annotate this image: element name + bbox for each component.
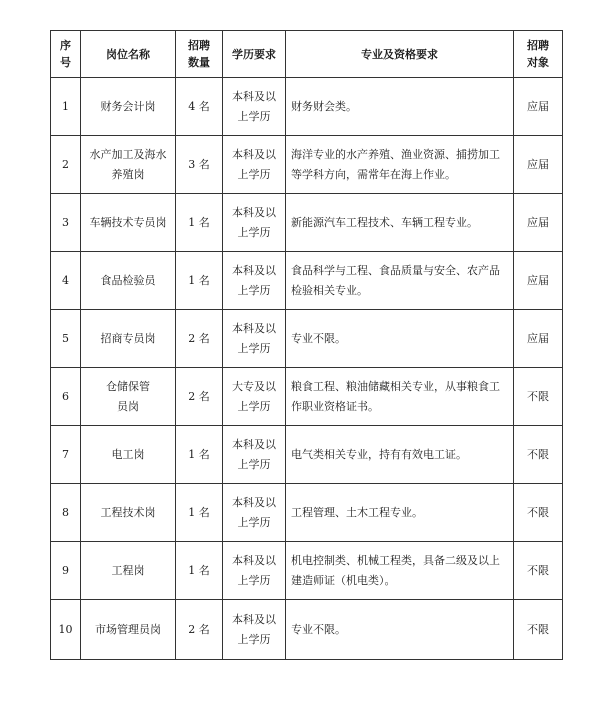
table-row bbox=[51, 542, 563, 600]
table-row bbox=[51, 194, 563, 252]
table-row bbox=[51, 484, 563, 542]
cell-requirements: 食品科学与工程、食品质量与安全、农产品检验相关专业。 bbox=[286, 252, 514, 310]
cell-target: 不限 bbox=[514, 484, 563, 542]
cell-requirements: 工程管理、土木工程专业。 bbox=[286, 484, 514, 542]
cell-position: 招商专员岗 bbox=[81, 310, 176, 368]
cell-count: 4 名 bbox=[176, 78, 223, 136]
cell-education: 大专及以上学历 bbox=[223, 368, 286, 426]
cell-target: 不限 bbox=[514, 426, 563, 484]
cell-target: 应届 bbox=[514, 136, 563, 194]
cell-target: 不限 bbox=[514, 600, 563, 660]
cell-count: 2 名 bbox=[176, 600, 223, 660]
cell-education: 本科及以上学历 bbox=[223, 600, 286, 660]
table-row bbox=[51, 600, 563, 660]
cell-seq: 5 bbox=[51, 310, 81, 368]
cell-requirements: 专业不限。 bbox=[286, 310, 514, 368]
cell-seq: 9 bbox=[51, 542, 81, 600]
cell-count: 1 名 bbox=[176, 484, 223, 542]
cell-education: 本科及以上学历 bbox=[223, 136, 286, 194]
cell-requirements: 机电控制类、机械工程类，具备二级及以上建造师证（机电类）。 bbox=[286, 542, 514, 600]
table-row bbox=[51, 426, 563, 484]
header-education: 学历要求 bbox=[223, 31, 286, 78]
cell-education: 本科及以上学历 bbox=[223, 252, 286, 310]
table-row bbox=[51, 310, 563, 368]
header-count: 招聘数量 bbox=[176, 31, 223, 78]
cell-count: 1 名 bbox=[176, 426, 223, 484]
cell-education: 本科及以上学历 bbox=[223, 78, 286, 136]
cell-seq: 6 bbox=[51, 368, 81, 426]
cell-seq: 2 bbox=[51, 136, 81, 194]
recruitment-table bbox=[50, 30, 563, 660]
cell-requirements: 新能源汽车工程技术、车辆工程专业。 bbox=[286, 194, 514, 252]
cell-count: 1 名 bbox=[176, 194, 223, 252]
cell-requirements: 财务财会类。 bbox=[286, 78, 514, 136]
cell-seq: 1 bbox=[51, 78, 81, 136]
cell-requirements: 专业不限。 bbox=[286, 600, 514, 660]
cell-requirements: 海洋专业的水产养殖、渔业资源、捕捞加工等学科方向，需常年在海上作业。 bbox=[286, 136, 514, 194]
table-row bbox=[51, 368, 563, 426]
cell-seq: 7 bbox=[51, 426, 81, 484]
cell-education: 本科及以上学历 bbox=[223, 542, 286, 600]
cell-position: 食品检验员 bbox=[81, 252, 176, 310]
cell-target: 应届 bbox=[514, 194, 563, 252]
cell-target: 应届 bbox=[514, 310, 563, 368]
cell-seq: 3 bbox=[51, 194, 81, 252]
cell-position: 水产加工及海水养殖岗 bbox=[81, 136, 176, 194]
cell-count: 2 名 bbox=[176, 310, 223, 368]
cell-position: 财务会计岗 bbox=[81, 78, 176, 136]
cell-position: 工程技术岗 bbox=[81, 484, 176, 542]
cell-education: 本科及以上学历 bbox=[223, 484, 286, 542]
cell-target: 应届 bbox=[514, 78, 563, 136]
header-row bbox=[51, 31, 563, 78]
table-row bbox=[51, 136, 563, 194]
header-position: 岗位名称 bbox=[81, 31, 176, 78]
cell-education: 本科及以上学历 bbox=[223, 426, 286, 484]
header-requirements: 专业及资格要求 bbox=[286, 31, 514, 78]
table-row bbox=[51, 78, 563, 136]
cell-target: 不限 bbox=[514, 368, 563, 426]
cell-position: 工程岗 bbox=[81, 542, 176, 600]
cell-education: 本科及以上学历 bbox=[223, 310, 286, 368]
cell-seq: 4 bbox=[51, 252, 81, 310]
cell-seq: 8 bbox=[51, 484, 81, 542]
cell-requirements: 粮食工程、粮油储藏相关专业，从事粮食工作职业资格证书。 bbox=[286, 368, 514, 426]
cell-position: 仓储保管员岗 bbox=[81, 368, 176, 426]
cell-position: 车辆技术专员岗 bbox=[81, 194, 176, 252]
table-row bbox=[51, 252, 563, 310]
header-seq: 序号 bbox=[51, 31, 81, 78]
header-target: 招聘对象 bbox=[514, 31, 563, 78]
cell-count: 1 名 bbox=[176, 542, 223, 600]
cell-count: 2 名 bbox=[176, 368, 223, 426]
cell-count: 1 名 bbox=[176, 252, 223, 310]
cell-requirements: 电气类相关专业，持有有效电工证。 bbox=[286, 426, 514, 484]
cell-target: 不限 bbox=[514, 542, 563, 600]
cell-target: 应届 bbox=[514, 252, 563, 310]
cell-education: 本科及以上学历 bbox=[223, 194, 286, 252]
cell-seq: 10 bbox=[51, 600, 81, 660]
cell-position: 市场管理员岗 bbox=[81, 600, 176, 660]
cell-count: 3 名 bbox=[176, 136, 223, 194]
cell-position: 电工岗 bbox=[81, 426, 176, 484]
